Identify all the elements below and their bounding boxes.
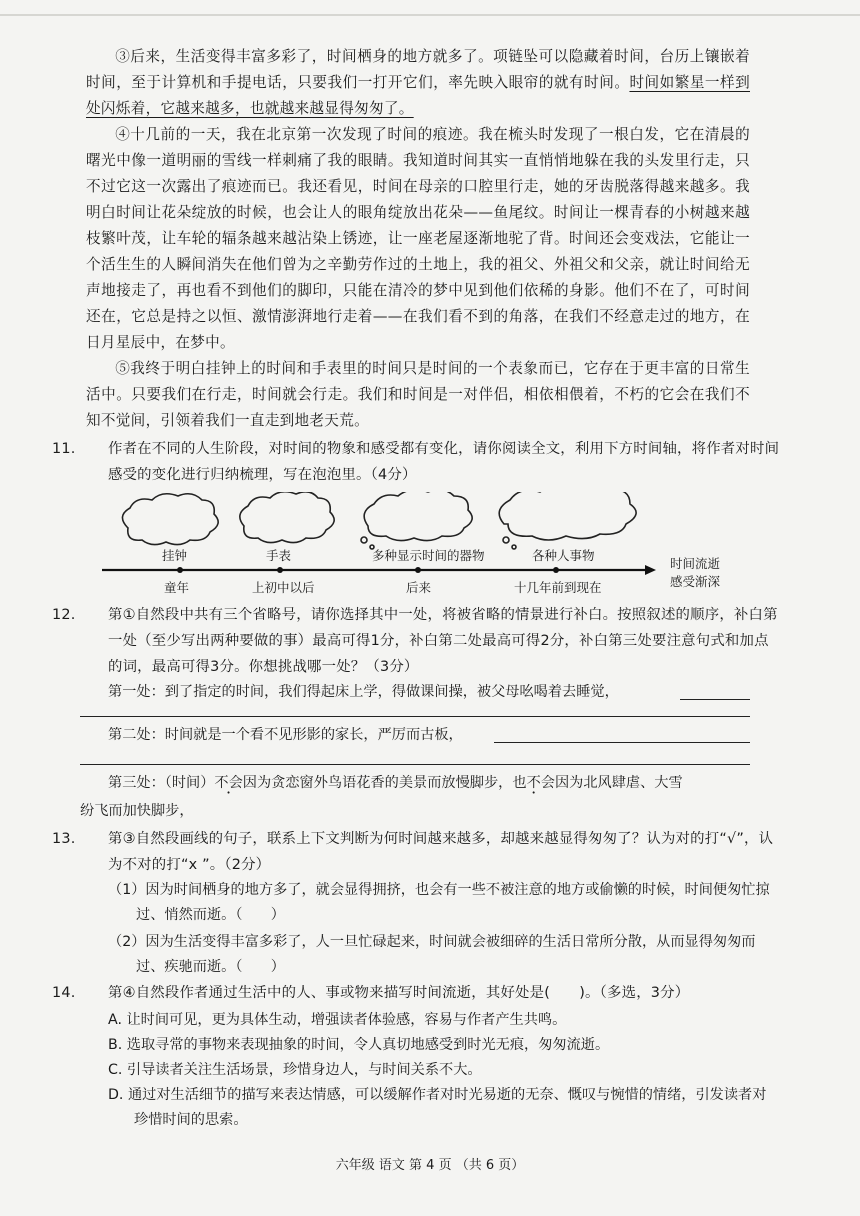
paragraph-3 — [86, 44, 750, 122]
answer-bubble-1 — [122, 494, 218, 545]
question-11-number: 11. — [52, 441, 76, 457]
blank-3-prompt — [108, 770, 754, 796]
blank-1-answer-line-b[interactable] — [80, 716, 750, 717]
axis-stage-childhood: 童年 — [164, 580, 190, 595]
time-axis-arrow — [645, 565, 656, 575]
question-14-option-b[interactable]: B. 选取寻常的事物来表现抽象的时间，令人真切地感受到时光无痕，匆匆流逝。 — [108, 1037, 610, 1053]
question-14-text: 第④自然段作者通过生活中的人、事或物来描写时间流逝，其好处是( )。（多选，3分） — [108, 985, 690, 1001]
paragraph-3-underlined-sentence: 时间如繁星一样到处闪烁着，它越来越多，也就越来越显得匆匆了。 — [86, 74, 750, 117]
question-13 — [52, 826, 780, 878]
question-14-number: 14. — [52, 985, 76, 1001]
blank-1-answer-line-a[interactable] — [680, 699, 750, 700]
blank-2-answer-line-a[interactable] — [494, 742, 750, 743]
question-14-option-a[interactable]: A. 让时间可见，更为具体生动，增强读者体验感，容易与作者产生共鸣。 — [108, 1012, 567, 1028]
question-12-text: 第①自然段中共有三个省略号，请你选择其中一处，将被省略的情景进行补白。按照叙述的顺序，补白第一处（至少写出两种要做的事）最高可得1分，补白第二处最高可得2分，补白第三处要注意句式和加点的词，最高可得3分。你想挑战哪一处？（3分） — [108, 607, 778, 675]
blank-2-answer-line-b[interactable] — [80, 764, 750, 765]
axis-stage-junior-high: 上初中以后 — [252, 580, 315, 595]
axis-end-label-time-passes: 时间流逝 — [670, 556, 721, 571]
question-11 — [52, 436, 780, 488]
axis-object-people-things: 各种人事物 — [532, 548, 595, 563]
time-axis-diagram — [100, 492, 740, 602]
bubble-4-tail-dot-1 — [503, 537, 509, 543]
paragraph-4: ④十几前的一天，我在北京第一次发现了时间的痕迹。我在梳头时发现了一根白发，它在清晨的曙光中像一道明丽的雪线一样刺痛了我的眼睛。我知道时间其实一直悄悄地躲在我的头发里行走，只不过它这一次露出了痕迹而已。我还看见，时间在母亲的口腔里行走，她的牙齿脱落得越来越多。我明白时间让花朵绽放的时候，也会让人的眼角绽放出花朵——鱼尾纹。时间让一棵青春的小树越来越枝繁叶茂，让车轮的辐条越来越沾染上锈迹，让一座老屋逐渐地驼了背。时间还会变戏法，它能让一个活生生的人瞬间消失在他们曾为之辛勤劳作过的土地上，我的祖父、外祖父和父亲，就让时间给无声地接走了，再也看不到他们的脚印，只能在清冷的梦中见到他们依稀的身影。他们不在了，可时间还在，它总是持之以恒、激情澎湃地行走着——在我们看不到的角落，在我们不经意走过的地方，在日月星辰中，在梦中。 — [86, 126, 750, 351]
question-14-option-c[interactable]: C. 引导读者关注生活场景，珍惜身边人，与时间关系不大。 — [108, 1062, 482, 1078]
axis-object-clock: 挂钟 — [162, 548, 188, 563]
question-13-option-1[interactable]: （1）因为时间栖身的地方多了，就会显得拥挤，也会有一些不被注意的地方或偷懒的时候，时间便匆忙掠过、悄然而逝。（ ） — [108, 882, 770, 923]
question-14 — [52, 980, 780, 1006]
blank-3-dotted-word-1: 不会 — [214, 775, 243, 791]
blank-3-suffix: 因为北风肆虐、大雪 — [554, 775, 683, 791]
blank-1-prompt: 第一处：到了指定的时间，我们得起床上学，得做课间操，被父母吆喝着去睡觉， — [108, 684, 619, 700]
blank-3-prefix: 第三处：（时间） — [108, 775, 215, 791]
axis-object-devices: 多种显示时间的器物 — [372, 548, 485, 563]
question-14-option-d[interactable]: D. 通过对生活细节的描写来表达情感，可以缓解作者对时光易逝的无奈、慨叹与惋惜的情绪，引发读者对珍惜时间的思索。 — [108, 1087, 767, 1128]
axis-object-watch: 手表 — [266, 548, 292, 563]
question-13-option-2[interactable]: （2）因为生活变得丰富多彩了，人一旦忙碌起来，时间就会被细碎的生活日常所分散，从而显得匆匆而过、疾驰而逝。（ ） — [108, 934, 756, 975]
question-11-text: 作者在不同的人生阶段，对时间的物象和感受都有变化，请你阅读全文，利用下方时间轴，将作者对时间感受的变化进行归纳梳理，写在泡泡里。（4分） — [108, 441, 780, 483]
page-top-edge — [0, 14, 860, 16]
blank-2-prompt: 第二处：时间就是一个看不见形影的家长，严厉而古板， — [108, 727, 463, 743]
axis-stage-later: 后来 — [406, 580, 432, 595]
question-13-text: 第③自然段画线的句子，联系上下文判断为何时间越来越多，却越来越显得匆匆了？认为对的打“√”，认为不对的打“x ”。（2分） — [108, 831, 774, 873]
answer-bubble-4 — [499, 492, 636, 540]
axis-end-label-feeling-deepens: 感受渐深 — [670, 574, 721, 589]
answer-bubble-3 — [364, 492, 472, 541]
paragraph-3-text: ③后来，生活变得丰富多彩了，时间栖身的地方就多了。项链坠可以隐藏着时间，台历上镶嵌着时间，至于计算机和手提电话，只要我们一打开它们，率先映入眼帘的就有时间。 — [86, 48, 750, 91]
blank-3-dotted-word-2: 也不会 — [512, 775, 555, 791]
bubble-4-tail-dot-2 — [512, 545, 516, 549]
question-12 — [52, 602, 780, 680]
blank-3-prompt-line-2: 纷飞而加快脚步， — [80, 803, 194, 819]
paragraph-5: ⑤我终于明白挂钟上的时间和手表里的时间只是时间的一个表象而已，它存在于更丰富的日常生活中。只要我们在行走，时间就会行走。我们和时间是一对伴侣，相依相偎着，不朽的它会在我们不知不觉间，引领着我们一直走到地老天荒。 — [86, 360, 750, 429]
axis-stage-recent-years: 十几年前到现在 — [514, 580, 602, 595]
bubble-3-tail-dot-1 — [361, 537, 367, 543]
answer-bubble-2 — [240, 492, 334, 543]
question-13-number: 13. — [52, 831, 76, 847]
question-12-number: 12. — [52, 607, 76, 623]
blank-3-middle: 因为贪恋窗外鸟语花香的美景而放慢脚步， — [242, 775, 513, 791]
page-footer: 六年级 语文 第 4 页 （共 6 页） — [335, 1158, 525, 1173]
